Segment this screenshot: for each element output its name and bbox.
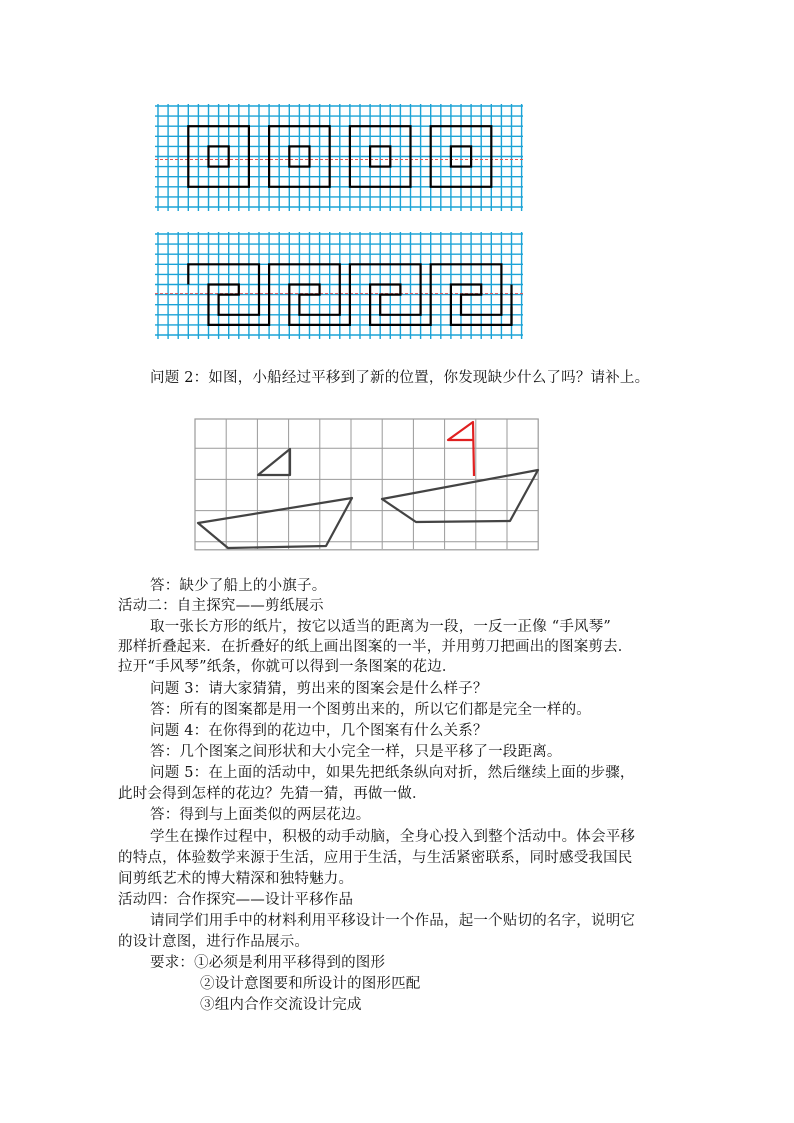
activity-4-para-2: 的设计意图，进行作品展示。 (118, 934, 310, 950)
left-boat-flag (258, 449, 290, 475)
boat-grid-border (195, 419, 538, 550)
activity-4-para-1: 请同学们用手中的材料利用平移设计一个作品，起一个贴切的名字，说明它 (150, 913, 636, 929)
boat-svg (194, 418, 542, 552)
question-4: 问题 4：在你得到的花边中，几个图案有什么关系？ (150, 723, 488, 739)
question-5-line-2: 此时会得到怎样的花边？先猜一猜，再做一做． (118, 786, 427, 802)
square-pattern-figure (155, 104, 523, 211)
question-3: 问题 3：请大家猜猜，剪出来的图案会是什么样子？ (150, 681, 488, 697)
summary-line-1: 学生在操作过程中，积极的动手动脑，全身心投入到整个活动中。体会平移 (150, 829, 636, 845)
square-pattern-svg (155, 104, 523, 211)
question-2: 问题 2：如图，小船经过平移到了新的位置，你发现缺少什么了吗？请补上。 (150, 370, 650, 386)
answer-4: 答：几个图案之间形状和大小完全一样，只是平移了一段距离。 (150, 744, 562, 760)
summary-line-2: 的特点，体验数学来源于生活，应用于生活，与生活紧密联系，同时感受我国民 (118, 850, 633, 866)
activity-2-para-2: 那样折叠起来．在折叠好的纸上画出图案的一半，并用剪刀把画出的图案剪去． (118, 639, 633, 655)
activity-2-title: 活动二：自主探究——剪纸展示 (118, 598, 324, 614)
answer-5: 答：得到与上面类似的两层花边。 (150, 807, 371, 823)
activity-4-title: 活动四：合作探究——设计平移作品 (118, 892, 354, 908)
requirement-3: ③组内合作交流设计完成 (200, 997, 362, 1013)
boat-figure (194, 418, 542, 552)
answer-3: 答：所有的图案都是用一个图剪出来的，所以它们都是完全一样的。 (150, 702, 591, 718)
left-boat-hull (198, 498, 352, 548)
answer-2: 答：缺少了船上的小旗子。 (150, 578, 327, 594)
right-boat-hull (382, 470, 538, 522)
requirement-2: ②设计意图要和所设计的图形匹配 (200, 976, 421, 992)
meander-pattern-figure (155, 232, 523, 339)
summary-line-3: 间剪纸艺术的博大精深和独特魅力。 (118, 871, 354, 887)
right-boat-added-flag (448, 422, 474, 476)
question-5-line-1: 问题 5：在上面的活动中，如果先把纸条纵向对折，然后继续上面的步骤， (150, 765, 635, 781)
meander-pattern-svg (155, 232, 523, 339)
activity-2-para-3: 拉开“手风琴”纸条，你就可以得到一条图案的花边． (118, 659, 457, 675)
requirement-1: 要求：①必须是利用平移得到的图形 (150, 955, 386, 971)
activity-2-para-1: 取一张长方形的纸片，按它以适当的距离为一段，一反一正像 “手风琴” (150, 619, 612, 635)
